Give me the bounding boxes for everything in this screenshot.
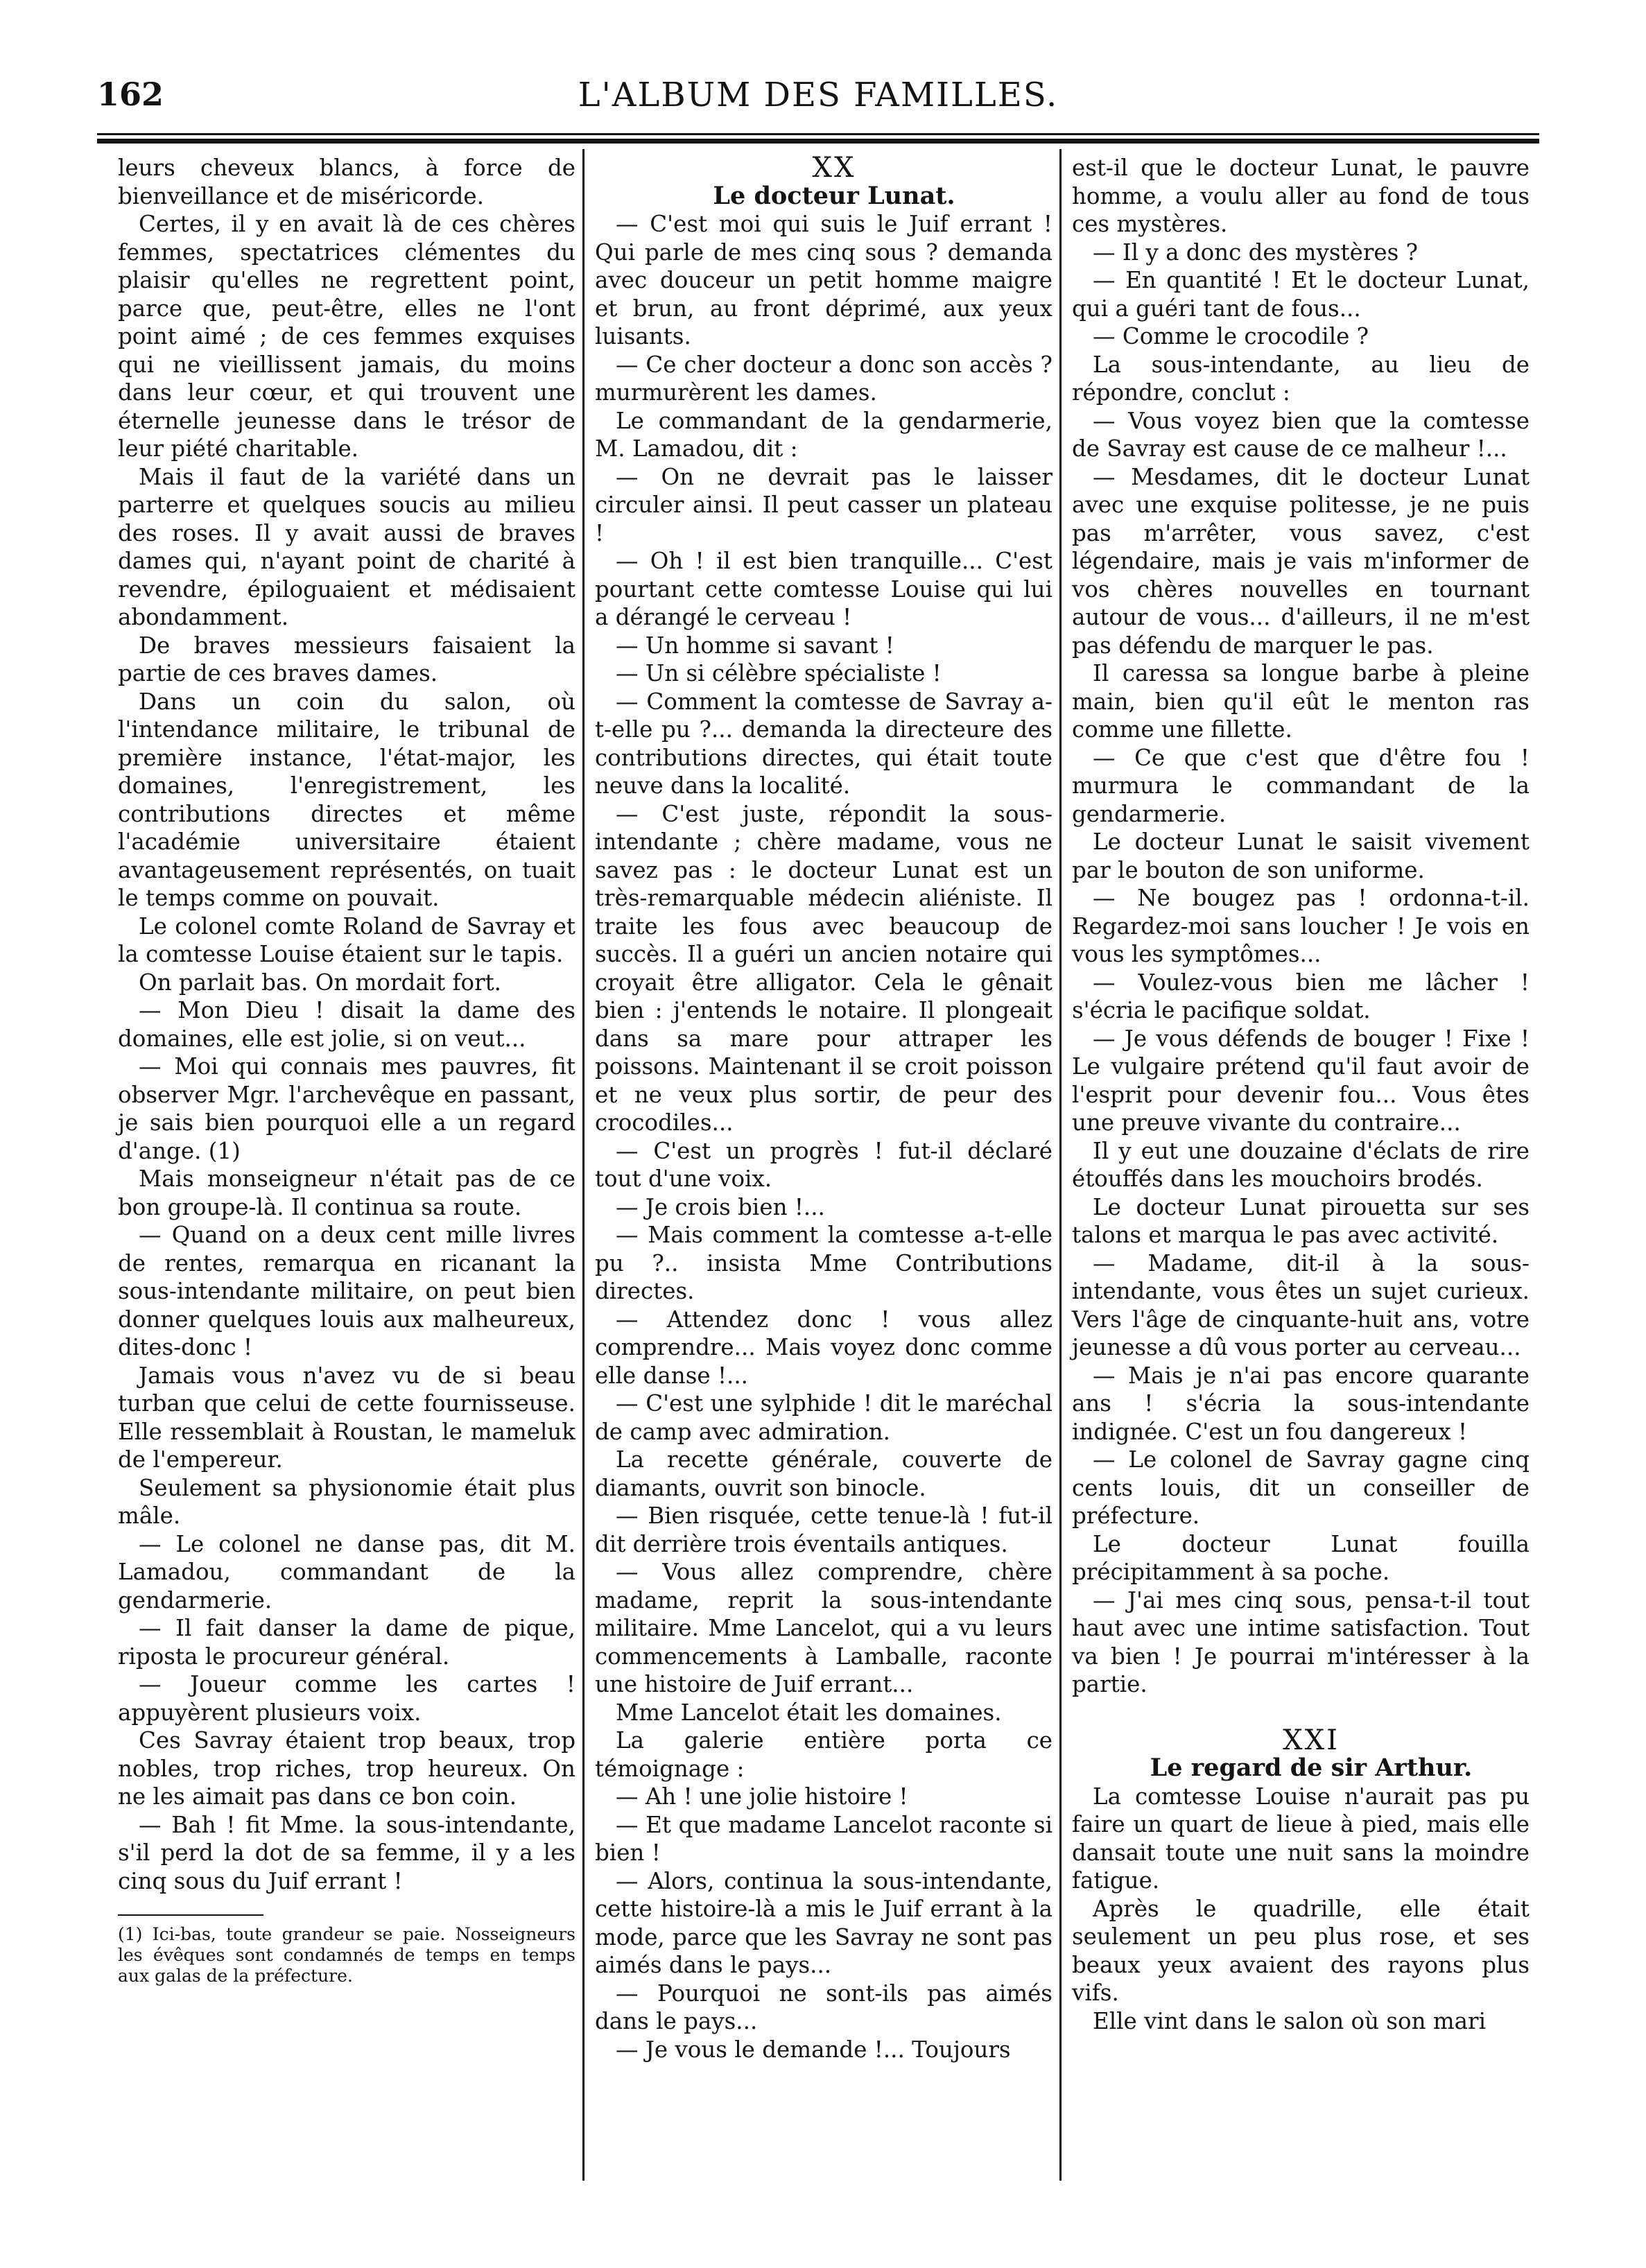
paragraph: Le colonel comte Roland de Savray et la comtesse Louise étaient sur le tapis. [118, 912, 575, 967]
paragraph: La galerie entière porta ce témoignage : [595, 1727, 1052, 1782]
paragraph: — Comme le crocodile ? [1093, 323, 1369, 349]
paragraph: — Je vous défends de bouger ! Fixe ! Le vulgaire prétend qu'il faut avoir de l'esprit pour devenir fou... Vous êtes une preuve vivante du contraire... [1072, 1025, 1530, 1136]
paragraph: — Vous allez comprendre, chère madame, reprit la sous-intendante militaire. Mme Lancelot, qui a vu leurs commencements à Lamballe, raconte une histoire de Juif errant... [595, 1559, 1052, 1697]
paragraph: — Pourquoi ne sont-ils pas aimés dans le pays... [595, 1980, 1052, 2034]
header-rule-thin [97, 133, 1539, 135]
footnote-rule [118, 1914, 263, 1916]
paragraph: Le docteur Lunat fouilla précipitamment à sa poche. [1072, 1530, 1530, 1585]
chapter-number-xxi: XXI [1283, 1724, 1340, 1756]
paragraph: Mais il faut de la variété dans un parterre et quelques soucis au milieu des roses. Il y avait aussi de braves dames qui, n'ayant point de charité à revendre, épiloguaient et médisaient abondamment. [118, 463, 575, 630]
paragraph: Le docteur Lunat le saisit vivement par le bouton de son uniforme. [1072, 829, 1530, 883]
paragraph: — En quantité ! Et le docteur Lunat, qui a guéri tant de fous... [1072, 267, 1530, 322]
paragraph: — Ne bougez pas ! ordonna-t-il. Regardez-moi sans loucher ! Je vois en vous les symptômes... [1072, 885, 1530, 967]
paragraph: — Un homme si savant ! [616, 632, 894, 659]
column-3-paragraphs-after [1072, 1783, 1530, 2036]
paragraph: Après le quadrille, elle était seulement un peu plus rose, et ses beaux yeux avaient des rayons plus vifs. [1072, 1895, 1530, 2006]
paragraph: — Mais comment la comtesse a-t-elle pu ?.. insista Mme Contributions directes. [595, 1222, 1052, 1304]
paragraph: — C'est moi qui suis le Juif errant ! Qui parle de mes cinq sous ? demanda avec douceur un petit homme maigre et brun, au front déprimé, aux yeux luisants. [595, 211, 1052, 349]
paragraph: — Joueur comme les cartes ! appuyèrent plusieurs voix. [118, 1671, 575, 1726]
paragraph: — C'est une sylphide ! dit le maréchal de camp avec admiration. [595, 1390, 1052, 1445]
paragraph: — Ah ! une jolie histoire ! [616, 1783, 908, 1810]
paragraph: — Attendez donc ! vous allez comprendre... Mais voyez donc comme elle danse !... [595, 1306, 1052, 1389]
header-rule-thick [97, 139, 1539, 144]
paragraph: — Le colonel ne danse pas, dit M. Lamadou, commandant de la gendarmerie. [118, 1530, 575, 1613]
paragraph: — Je vous le demande !... Toujours [616, 2036, 1011, 2063]
paragraph: — Mais je n'ai pas encore quarante ans ! s'écria la sous-intendante indignée. C'est un fou dangereux ! [1072, 1362, 1530, 1445]
paragraph: — Madame, dit-il à la sous-intendante, vous êtes un sujet curieux. Vers l'âge de cinquante-huit ans, votre jeunesse a dû vous porter au cerveau... [1072, 1249, 1530, 1360]
column-separator-2 [1059, 149, 1062, 2181]
paragraph: — J'ai mes cinq sous, pensa-t-il tout haut avec une intime satisfaction. Tout va bien ! Je pourrai m'intéresser à la partie. [1072, 1586, 1530, 1697]
paragraph: Il y eut une douzaine d'éclats de rire étouffés dans les mouchoirs brodés. [1072, 1137, 1530, 1192]
paragraph: — Le colonel de Savray gagne cinq cents louis, dit un conseiller de préfecture. [1072, 1446, 1530, 1529]
paragraph: — Mon Dieu ! disait la dame des domaines, elle est jolie, si on veut... [118, 997, 575, 1052]
column-3-paragraphs-before [1072, 154, 1530, 1699]
paragraph: — Il fait danser la dame de pique, riposta le procureur général. [118, 1615, 575, 1670]
paragraph: — C'est juste, répondit la sous-intendante ; chère madame, vous ne savez pas : le docteur Lunat est un très-remarquable médecin aliéniste. Il traite les fous avec beaucoup de succès. Il a guéri un ancien notaire qui croyait être alligator. Cela le gênait bien : j'entends le notaire. Il plongeait dans sa mare pour attraper les poissons. Maintenant il se croit poisson et ne veux plus sortir, de peur des crocodiles... [595, 800, 1052, 1136]
column-3 [1072, 154, 1530, 2035]
paragraph: — Quand on a deux cent mille livres de rentes, remarqua en ricanant la sous-intendante militaire, on peut bien donner quelques louis aux malheureux, dites-donc ! [118, 1222, 575, 1360]
paragraph: Le docteur Lunat pirouetta sur ses talons et marqua le pas avec activité. [1072, 1193, 1530, 1248]
chapter-number-xx: XX [812, 152, 856, 184]
paragraph: — Alors, continua la sous-intendante, cette histoire-là a mis le Juif errant à la mode, parce que les Savray ne sont pas aimés dans le pays... [595, 1867, 1052, 1978]
paragraph: Il caressa sa longue barbe à pleine main, bien qu'il eût le menton ras comme une fillette. [1072, 660, 1530, 743]
paragraph: leurs cheveux blancs, à force de bienveillance et de miséricorde. [118, 155, 575, 209]
paragraph: Mme Lancelot était les domaines. [616, 1699, 1002, 1726]
paragraph: De braves messieurs faisaient la partie de ces braves dames. [118, 632, 575, 686]
column-2-paragraphs [595, 210, 1052, 2063]
paragraph: — Et que madame Lancelot raconte si bien ! [595, 1811, 1052, 1866]
paragraph: — Un si célèbre spécialiste ! [616, 660, 942, 686]
column-2 [595, 154, 1052, 2063]
paragraph: — Moi qui connais mes pauvres, fit observer Mgr. l'archevêque en passant, je sais bien pourquoi elle a un regard d'ange. (1) [118, 1053, 575, 1164]
paragraph: — On ne devrait pas le laisser circuler ainsi. Il peut casser un plateau ! [595, 463, 1052, 546]
page-number: 162 [97, 76, 164, 113]
paragraph: — Comment la comtesse de Savray a-t-elle pu ?... demanda la directeure des contributions directes, qui était toute neuve dans la localité. [595, 688, 1052, 799]
paragraph: Certes, il y en avait là de ces chères femmes, spectatrices clémentes du plaisir qu'elles ne regrettent point, parce que, peut-être, elles ne l'ont point aimé ; de ces femmes exquises qui ne vieillissent jamais, du moins dans leur cœur, et qui trouvent une éternelle jeunesse dans le trésor de leur piété charitable. [118, 211, 575, 462]
paragraph: — Je crois bien !... [616, 1193, 825, 1220]
paragraph: — Vous voyez bien que la comtesse de Savray est cause de ce malheur !... [1072, 407, 1530, 462]
paragraph: Dans un coin du salon, où l'intendance militaire, le tribunal de première instance, l'état-major, les domaines, l'enregistrement, les contributions directes et même l'académie universitaire étaient avantageusement représentés, on tuait le temps comme on pouvait. [118, 688, 575, 911]
paragraph: — Mesdames, dit le docteur Lunat avec une exquise politesse, je ne puis pas m'arrêter, vous savez, c'est légendaire, mais je vais m'informer de vos chères nouvelles en tournant autour de vous... d'ailleurs, il ne m'est pas défendu de marquer le pas. [1072, 463, 1530, 659]
paragraph: est-il que le docteur Lunat, le pauvre homme, a voulu aller au fond de tous ces mystères. [1072, 155, 1530, 237]
chapter-title-xxi: Le regard de sir Arthur. [1150, 1754, 1473, 1782]
paragraph: — Il y a donc des mystères ? [1093, 239, 1419, 266]
paragraph: — Oh ! il est bien tranquille... C'est pourtant cette comtesse Louise qui lui a dérangé le cerveau ! [595, 548, 1052, 630]
paragraph: — Bah ! fit Mme. la sous-intendante, s'il perd la dot de sa femme, il y a les cinq sous du Juif errant ! [118, 1811, 575, 1894]
paragraph: — Bien risquée, cette tenue-là ! fut-il dit derrière trois éventails antiques. [595, 1503, 1052, 1557]
column-separator-1 [582, 149, 584, 2181]
paragraph: — Voulez-vous bien me lâcher ! s'écria le pacifique soldat. [1072, 969, 1530, 1023]
paragraph: — Ce cher docteur a donc son accès ? murmurèrent les dames. [595, 351, 1052, 406]
page-header [97, 66, 1539, 128]
footnote: (1) Ici-bas, toute grandeur se paie. Nosseigneurs les évêques sont condamnés de temps en temps aux galas de la préfecture. [118, 1924, 575, 1986]
chapter-title-xx: Le docteur Lunat. [713, 181, 955, 210]
column-1-paragraphs [118, 154, 575, 1895]
paragraph: — Ce que c'est que d'être fou ! murmura le commandant de la gendarmerie. [1072, 744, 1530, 827]
column-1 [118, 154, 575, 1986]
paragraph: Le commandant de la gendarmerie, M. Lamadou, dit : [595, 407, 1052, 462]
paragraph: Elle vint dans le salon où son mari [1093, 2007, 1486, 2034]
paragraph: — C'est un progrès ! fut-il déclaré tout d'une voix. [595, 1137, 1052, 1192]
paragraph: On parlait bas. On mordait fort. [139, 969, 502, 996]
paragraph: Mais monseigneur n'était pas de ce bon groupe-là. Il continua sa route. [118, 1166, 575, 1220]
paragraph: La comtesse Louise n'aurait pas pu faire un quart de lieue à pied, mais elle dansait toute une nuit sans la moindre fatigue. [1072, 1783, 1530, 1894]
paragraph: Ces Savray étaient trop beaux, trop nobles, trop riches, trop heureux. On ne les aimait pas dans ce bon coin. [118, 1727, 575, 1810]
paragraph: Jamais vous n'avez vu de si beau turban que celui de cette fournisseuse. Elle ressemblait à Roustan, le mameluk de l'empereur. [118, 1362, 575, 1473]
paragraph: La recette générale, couverte de diamants, ouvrit son binocle. [595, 1446, 1052, 1501]
running-title: L'ALBUM DES FAMILLES. [578, 76, 1059, 114]
paragraph: Seulement sa physionomie était plus mâle. [118, 1474, 575, 1529]
paragraph: La sous-intendante, au lieu de répondre, conclut : [1072, 351, 1530, 406]
